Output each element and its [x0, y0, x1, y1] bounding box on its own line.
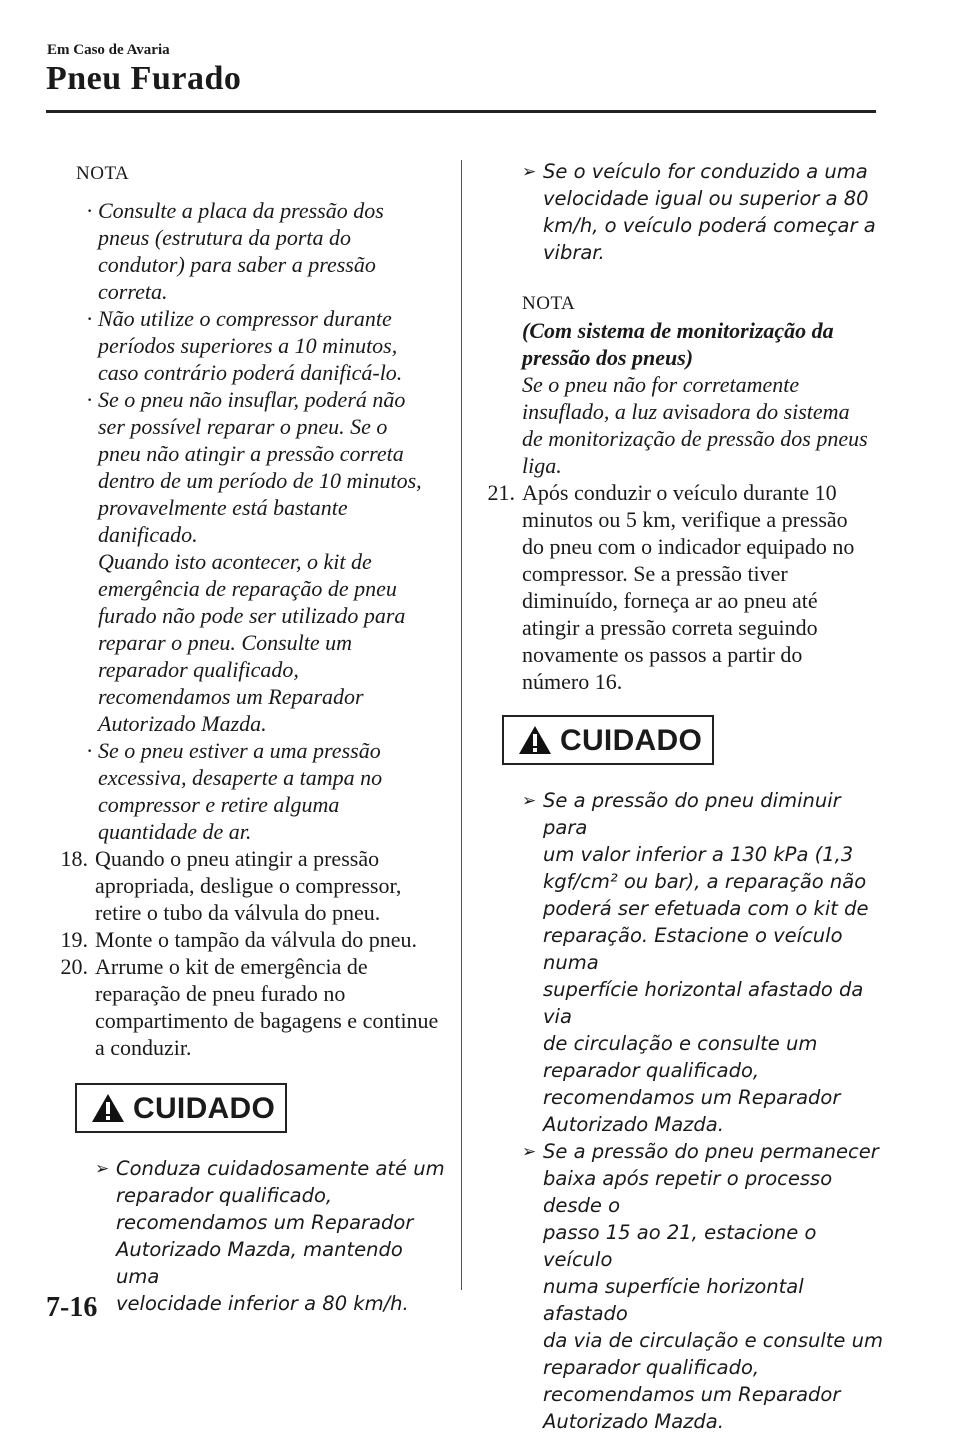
- procedure-step: [48, 926, 448, 953]
- caution-line: da via de circulação e consulte um: [543, 1329, 883, 1352]
- caution-item: [48, 1155, 448, 1317]
- bullet-line: reparar o pneu. Consulte um: [98, 630, 353, 655]
- step-line: minutos ou 5 km, verifique a pressão: [522, 507, 848, 532]
- step-line: compartimento de bagagens e continue: [95, 1008, 439, 1033]
- bullet-dot-icon: ·: [86, 738, 94, 763]
- bullet-line: reparador qualificado,: [98, 657, 299, 682]
- caution-line: numa superfície horizontal afastado: [543, 1275, 804, 1325]
- warning-triangle-icon: [91, 1093, 125, 1123]
- caution-line: Autorizado Mazda.: [543, 1113, 724, 1136]
- caution-line: Conduza cuidadosamente até um: [116, 1157, 445, 1180]
- bullet-line: Quando isto acontecer, o kit de: [98, 549, 372, 574]
- caution-line: Se a pressão do pneu permanecer: [543, 1140, 879, 1163]
- bullet-line: quantidade de ar.: [98, 819, 252, 844]
- bullet-line: Consulte a placa da pressão dos: [98, 198, 384, 223]
- step-line: do pneu com o indicador equipado no: [522, 534, 855, 559]
- caution-line: um valor inferior a 130 kPa (1,3: [543, 843, 854, 866]
- page-title: Pneu Furado: [46, 60, 242, 97]
- caution-line: poderá ser efetuada com o kit de: [543, 897, 869, 920]
- caution-line: kgf/cm² ou bar), a reparação não: [543, 870, 867, 893]
- nota-text: [522, 371, 885, 479]
- arrow-bullet-icon: ➢: [522, 162, 537, 182]
- arrow-bullet-icon: ➢: [95, 1159, 110, 1179]
- bullet-line: correta.: [98, 279, 168, 304]
- bullet-line: Autorizado Mazda.: [98, 711, 267, 736]
- bullet-line: caso contrário poderá danificá-lo.: [98, 360, 403, 385]
- caution-line: de circulação e consulte um: [543, 1032, 818, 1055]
- caution-line: recomendamos um Reparador: [116, 1211, 414, 1234]
- caution-line: reparação. Estacione o veículo numa: [543, 924, 843, 974]
- note-bullet: [48, 197, 448, 305]
- caution-line: velocidade igual ou superior a 80: [543, 187, 869, 210]
- right-column: [475, 158, 885, 1435]
- caution-item: [475, 158, 885, 266]
- note-bullet: [48, 386, 448, 737]
- caution-line: Se a pressão do pneu diminuir para: [543, 789, 841, 839]
- caution-items-continued: [475, 158, 885, 266]
- bullet-line: furado não pode ser utilizado para: [98, 603, 406, 628]
- step-line: atingir a pressão correta seguindo: [522, 615, 818, 640]
- step-line: Quando o pneu atingir a pressão: [95, 846, 380, 871]
- caution-line: Autorizado Mazda, mantendo uma: [116, 1238, 403, 1288]
- caution-box: [502, 715, 714, 765]
- caution-line: recomendamos um Reparador: [543, 1086, 841, 1109]
- note-bullets: [48, 197, 448, 845]
- procedure-step: [475, 479, 885, 695]
- column-divider: [461, 160, 462, 1290]
- caution-label: CUIDADO: [560, 723, 703, 757]
- bullet-line: Se o pneu não insuflar, poderá não: [98, 387, 406, 412]
- caution-line: velocidade inferior a 80 km/h.: [116, 1292, 409, 1315]
- bullet-dot-icon: ·: [86, 306, 94, 331]
- step-number: 20.: [60, 954, 88, 979]
- bullet-line: Não utilize o compressor durante: [98, 306, 392, 331]
- step-line: compressor. Se a pressão tiver: [522, 561, 788, 586]
- step-number: 19.: [60, 927, 88, 952]
- arrow-bullet-icon: ➢: [522, 1142, 537, 1162]
- caution-line: superfície horizontal afastado da via: [543, 978, 864, 1028]
- caution-line: reparador qualificado,: [543, 1356, 760, 1379]
- caution-line: km/h, o veículo poderá começar a: [543, 214, 876, 237]
- step-number: 21.: [487, 480, 515, 505]
- bullet-line: compressor e retire alguma: [98, 792, 340, 817]
- caution-line: vibrar.: [543, 241, 605, 264]
- step-line: Monte o tampão da válvula do pneu.: [95, 927, 417, 952]
- caution-items: [48, 1155, 448, 1317]
- bullet-line: dentro de um período de 10 minutos,: [98, 468, 422, 493]
- step-line: a conduzir.: [95, 1035, 192, 1060]
- nota-text-line: insuflado, a luz avisadora do sistema: [522, 399, 850, 424]
- procedure-step: [48, 845, 448, 926]
- caution-line: reparador qualificado,: [543, 1059, 760, 1082]
- caution-item: [475, 787, 885, 1138]
- bullet-line: excessiva, desaperte a tampa no: [98, 765, 383, 790]
- nota-label: NOTA: [522, 293, 576, 314]
- caution-item: [475, 1138, 885, 1435]
- bullet-dot-icon: ·: [86, 387, 94, 412]
- nota-heading: [522, 317, 885, 371]
- bullet-line: condutor) para saber a pressão: [98, 252, 376, 277]
- nota-heading-line: (Com sistema de monitorização da: [522, 318, 834, 343]
- bullet-line: pneus (estrutura da porta do: [98, 225, 351, 250]
- caution-line: Se o veículo for conduzido a uma: [543, 160, 868, 183]
- step-line: reparação de pneu furado no: [95, 981, 346, 1006]
- bullet-dot-icon: ·: [86, 198, 94, 223]
- caution-line: passo 15 ao 21, estacione o veículo: [543, 1221, 817, 1271]
- nota-text-line: Se o pneu não for corretamente: [522, 372, 800, 397]
- step-line: apropriada, desligue o compressor,: [95, 873, 402, 898]
- caution-line: Autorizado Mazda.: [543, 1410, 724, 1433]
- caution-box: [75, 1083, 287, 1133]
- caution-line: recomendamos um Reparador: [543, 1383, 841, 1406]
- caution-line: reparador qualificado,: [116, 1184, 333, 1207]
- header-rule: [46, 110, 876, 113]
- step-line: diminuído, forneça ar ao pneu até: [522, 588, 818, 613]
- procedure-step-21: [475, 479, 885, 695]
- page-number: 7-16: [46, 1292, 98, 1323]
- step-line: Arrume o kit de emergência de: [95, 954, 368, 979]
- procedure-steps: [48, 845, 448, 1061]
- nota-heading-line: pressão dos pneus): [522, 345, 694, 370]
- procedure-step: [48, 953, 448, 1061]
- arrow-bullet-icon: ➢: [522, 791, 537, 811]
- nota-label: NOTA: [76, 163, 130, 184]
- bullet-line: pneu não atingir a pressão correta: [98, 441, 404, 466]
- left-column: [48, 158, 448, 1317]
- note-bullet: [48, 305, 448, 386]
- caution-label: CUIDADO: [133, 1091, 276, 1125]
- bullet-line: provavelmente está bastante: [98, 495, 348, 520]
- nota-text-line: liga.: [522, 453, 562, 478]
- step-line: retire o tubo da válvula do pneu.: [95, 900, 381, 925]
- step-number: 18.: [60, 846, 88, 871]
- bullet-line: ser possível reparar o pneu. Se o: [98, 414, 388, 439]
- step-line: Após conduzir o veículo durante 10: [522, 480, 837, 505]
- bullet-line: danificado.: [98, 522, 198, 547]
- caution-items: [475, 787, 885, 1435]
- bullet-line: Se o pneu estiver a uma pressão: [98, 738, 381, 763]
- section-label: Em Caso de Avaria: [47, 42, 170, 58]
- nota-text-line: de monitorização de pressão dos pneus: [522, 426, 868, 451]
- bullet-line: períodos superiores a 10 minutos,: [98, 333, 398, 358]
- bullet-line: emergência de reparação de pneu: [98, 576, 397, 601]
- caution-line: baixa após repetir o processo desde o: [543, 1167, 833, 1217]
- step-line: novamente os passos a partir do: [522, 642, 803, 667]
- step-line: número 16.: [522, 669, 623, 694]
- bullet-line: recomendamos um Reparador: [98, 684, 364, 709]
- note-bullet: [48, 737, 448, 845]
- warning-triangle-icon: [518, 725, 552, 755]
